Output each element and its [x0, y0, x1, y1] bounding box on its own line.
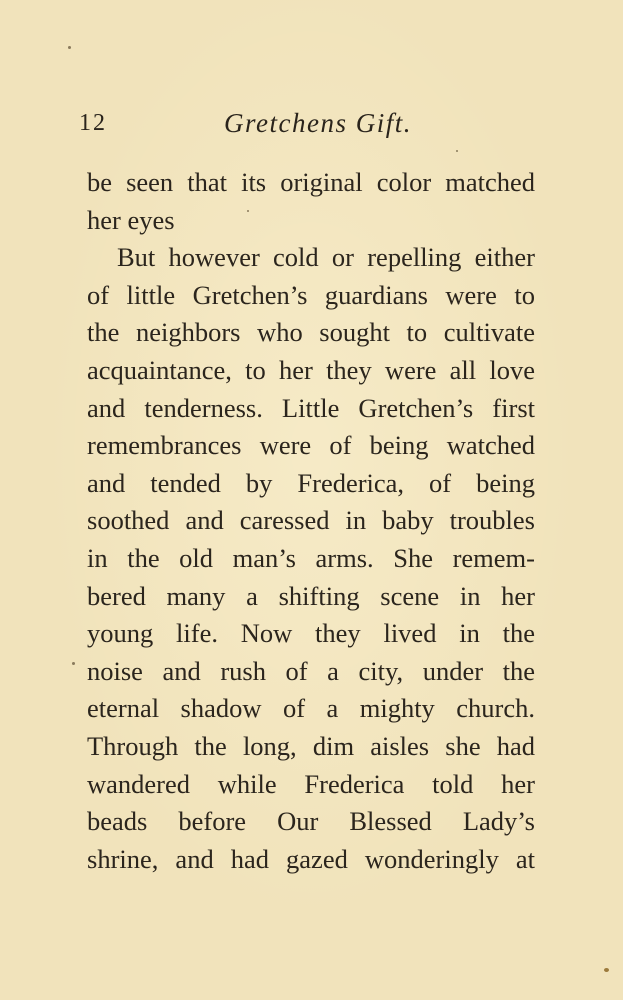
text-line: noise and rush of a city, under the: [87, 655, 535, 686]
text-line: in the old man’s arms. She remem-: [87, 542, 535, 573]
book-title: Gretchens Gift.: [224, 108, 412, 138]
paper-speck: [68, 46, 71, 49]
text-line: and tenderness. Little Gretchen’s first: [87, 392, 535, 423]
text-line: Through the long, dim aisles she had: [87, 730, 535, 761]
body-text: [87, 164, 535, 878]
text-line: be seen that its original color matched: [87, 167, 535, 197]
text-line: the neighbors who sought to cultivate: [87, 317, 535, 348]
paragraph-start-line: But however cold or repelling either: [117, 242, 535, 273]
text-line: bered many a shifting scene in her: [87, 580, 535, 611]
text-line: and tended by Frederica, of being: [87, 467, 535, 498]
text-line: soothed and caressed in baby troubles: [87, 505, 535, 536]
text-line: of little Gretchen’s guardians were to: [87, 279, 535, 310]
running-head: [0, 108, 623, 144]
page-number: 12: [79, 110, 107, 136]
text-line: young life. Now they lived in the: [87, 618, 535, 649]
text-line: wandered while Frederica told her: [87, 768, 535, 799]
text-line: eternal shadow of a mighty church.: [87, 693, 535, 724]
text-line: her eyes: [87, 204, 175, 235]
paper-speck: [604, 968, 609, 972]
paper-speck: [456, 150, 458, 152]
text-line: shrine, and had gazed wonderingly at: [87, 843, 535, 874]
text-line: acquaintance, to her they were all love: [87, 354, 535, 385]
paper-speck: [72, 662, 75, 665]
text-line: remembrances were of being watched: [87, 430, 535, 461]
text-line: beads before Our Blessed Lady’s: [87, 806, 535, 837]
paper-speck: [247, 210, 249, 212]
